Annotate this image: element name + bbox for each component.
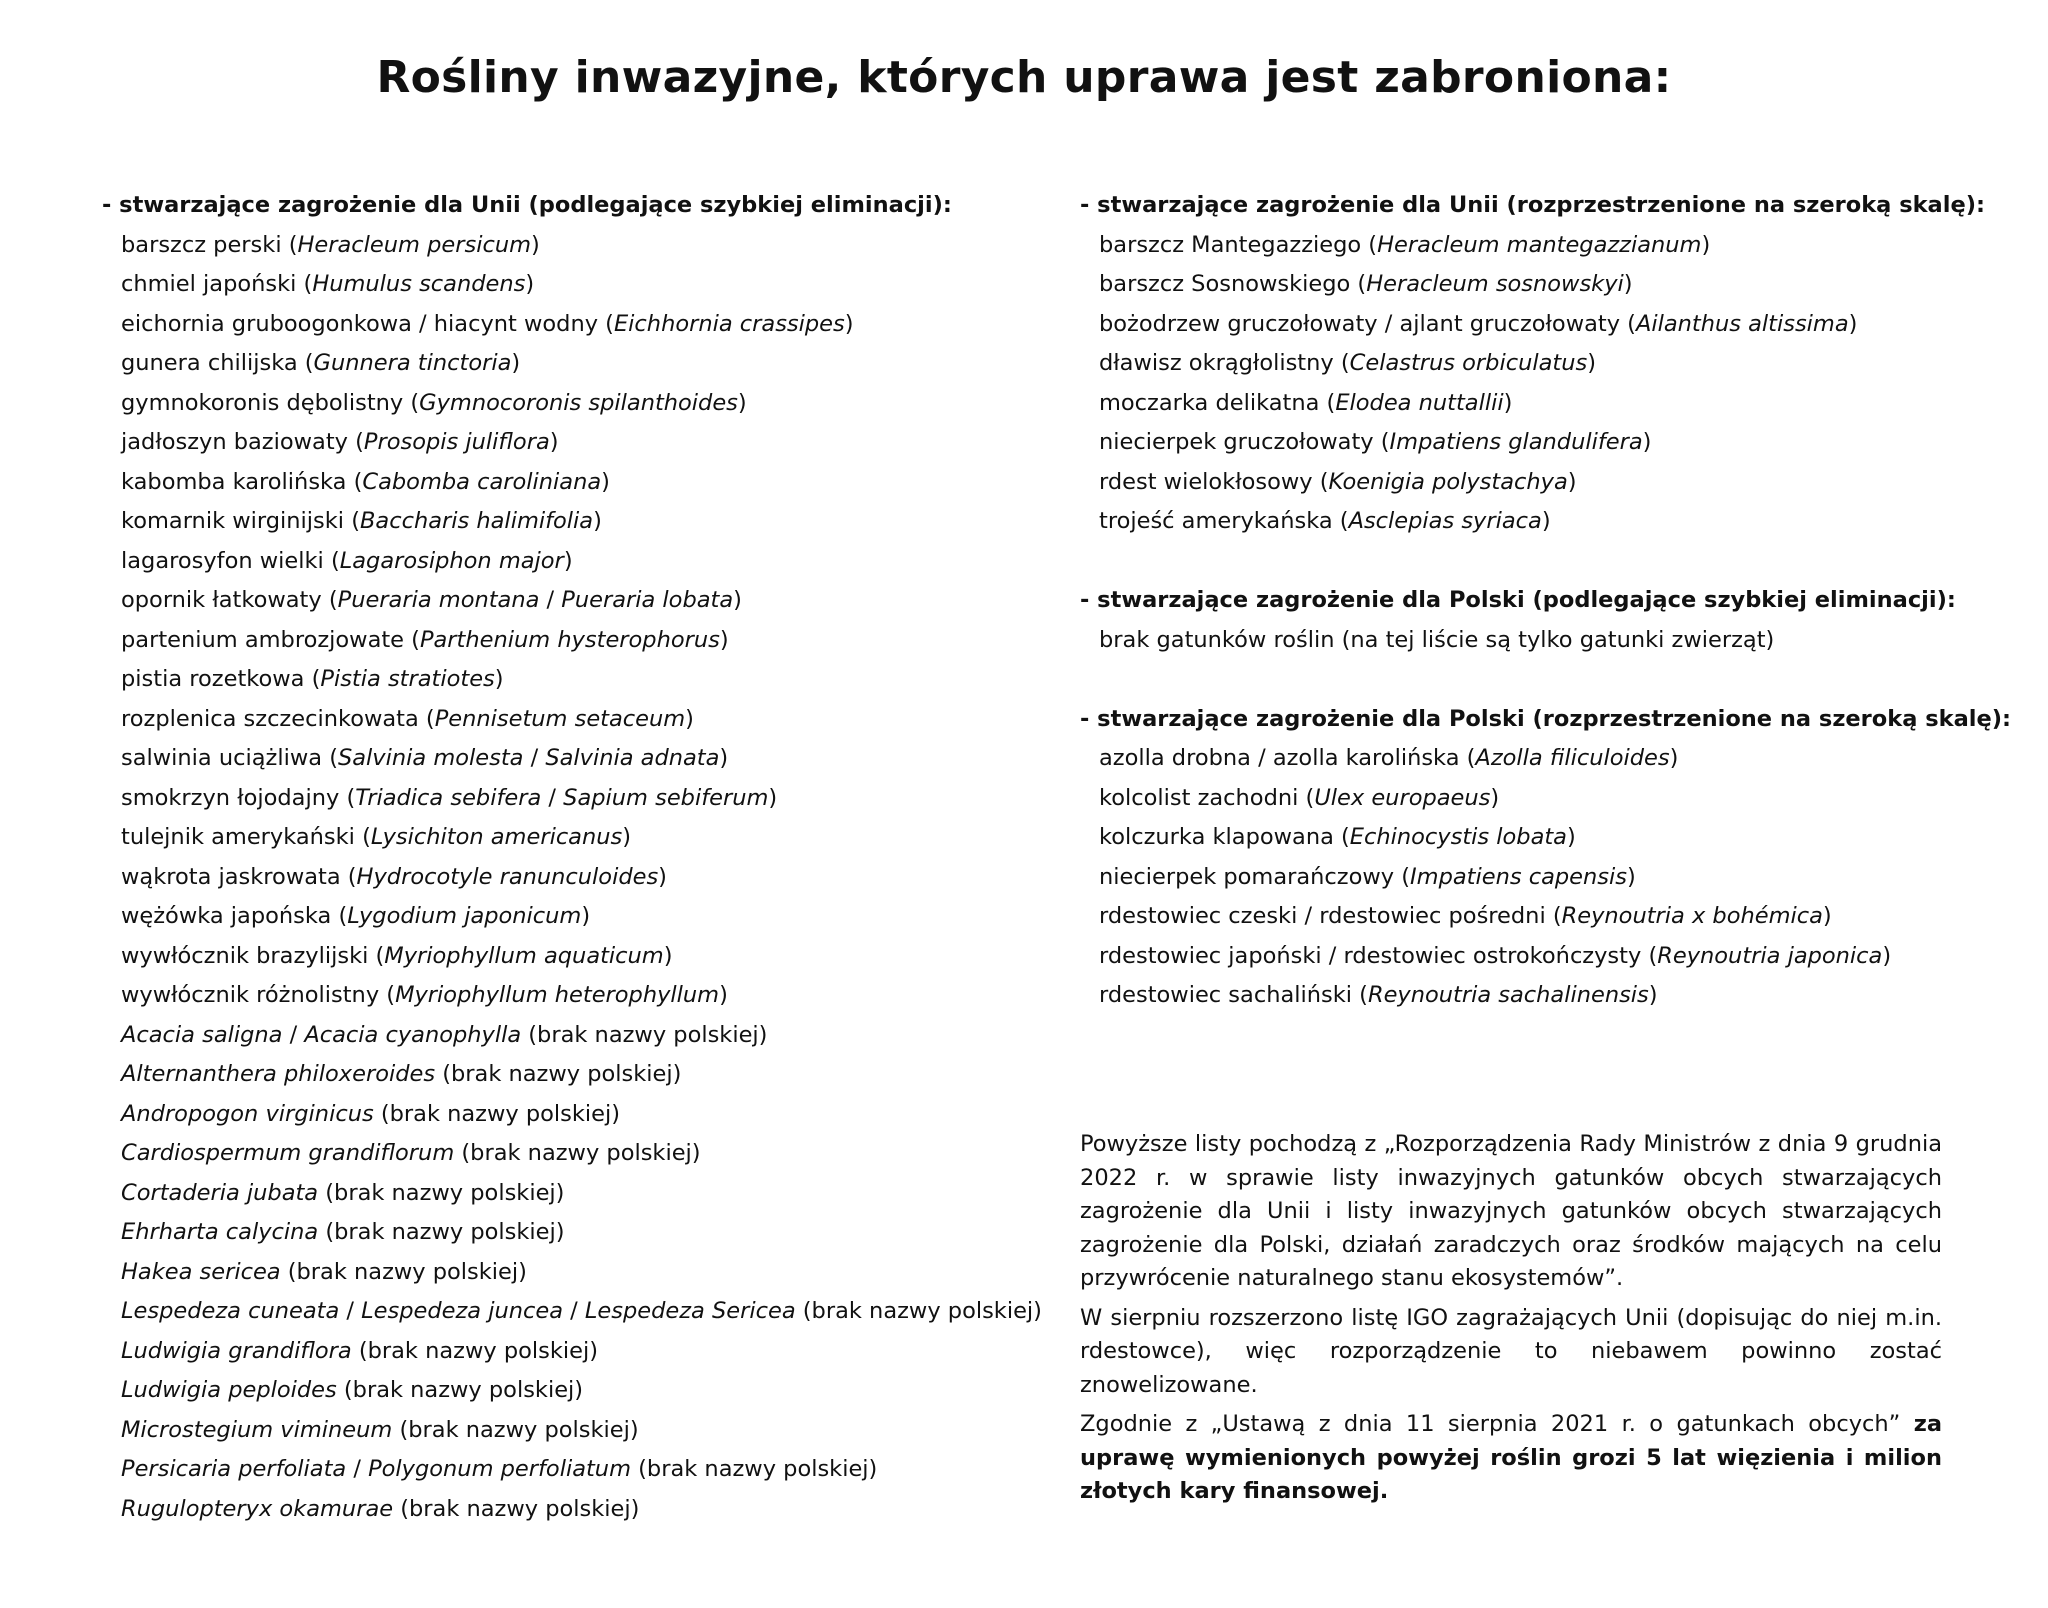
name-suffix: )	[1669, 745, 1679, 771]
name-suffix: )	[1503, 389, 1513, 416]
list-item	[102, 305, 1062, 345]
list-item	[102, 897, 1062, 937]
name-suffix: )	[685, 705, 694, 732]
name-separator: /	[339, 1298, 362, 1324]
name-suffix: )	[601, 468, 610, 495]
name-suffix: )	[1587, 350, 1596, 376]
list-item	[102, 423, 1062, 463]
name-suffix: )	[1882, 942, 1892, 969]
list-item	[102, 344, 1062, 384]
latin-name: Cardiospermum grandiflorum	[121, 1140, 455, 1166]
name-suffix: )	[563, 547, 573, 574]
name-suffix: (brak nazwy polskiej)	[318, 1179, 565, 1206]
name-suffix: )	[1566, 824, 1576, 850]
name-suffix: )	[719, 982, 728, 1008]
polish-name: lagarosyfon wielki (	[121, 547, 340, 574]
list-item	[102, 1055, 1062, 1095]
list-item	[1080, 818, 1940, 858]
name-suffix: )	[844, 310, 854, 337]
name-suffix: (brak nazwy polskiej)	[795, 1298, 1042, 1324]
list-item	[102, 818, 1062, 858]
polish-name: rdest wielokłosowy (	[1099, 468, 1329, 495]
list-item	[1080, 502, 1940, 542]
list-item	[102, 1371, 1062, 1411]
latin-name: Parthenium hysterophorus	[419, 626, 720, 653]
right-column	[1080, 186, 2012, 1016]
list-item	[102, 384, 1062, 424]
name-suffix: )	[622, 824, 631, 850]
latin-name: Echinocystis lobata	[1349, 824, 1567, 850]
name-suffix: (brak nazwy polskiej)	[435, 1061, 682, 1087]
latin-name: Cortaderia jubata	[121, 1179, 319, 1206]
polish-name: barszcz Mantegazziego (	[1099, 231, 1378, 258]
latin-name: Ehrharta calycina	[121, 1219, 319, 1245]
latin-name: Ailanthus altissima	[1635, 310, 1849, 337]
source-notes	[1080, 1128, 1942, 1515]
polish-name: rdestowiec sachaliński (	[1099, 982, 1368, 1008]
polish-name: niecierpek pomarańczowy (	[1099, 863, 1411, 890]
polish-name: azolla drobna / azolla karolińska (	[1099, 745, 1476, 771]
polish-name: moczarka delikatna (	[1099, 389, 1336, 416]
latin-name: Rugulopteryx okamurae	[121, 1495, 394, 1522]
section-pl-widespread	[1080, 700, 2012, 1016]
section-eu-widespread	[1080, 186, 1985, 542]
name-suffix: )	[1648, 982, 1658, 1008]
name-suffix: )	[593, 508, 602, 534]
name-suffix: )	[581, 903, 591, 929]
name-suffix: )	[511, 350, 521, 376]
polish-name: opornik łatkowaty (	[121, 587, 338, 613]
list-item	[102, 858, 1062, 898]
list-item	[1080, 226, 1940, 266]
notes-paragraph-update: W sierpniu rozszerzono listę IGO zagrażających Unii (dopisując do niej m.in. rdestowce), więc rozporządzenie to niebawem powinno zostać znowelizowane.	[1080, 1304, 1942, 1398]
polish-name: gunera chilijska (	[121, 350, 314, 376]
section-heading-pl-widespread: - stwarzające zagrożenie dla Polski (rozprzestrzenione na szeroką skalę):	[1080, 705, 2012, 732]
name-suffix: )	[1701, 231, 1711, 258]
polish-name: jadłoszyn baziowaty (	[121, 429, 364, 455]
name-separator: /	[541, 784, 564, 811]
name-suffix: )	[1626, 863, 1636, 890]
list-item	[1080, 976, 1940, 1016]
polish-name: wężówka japońska (	[121, 903, 348, 929]
name-suffix: )	[525, 271, 535, 297]
latin-name: Myriophyllum aquaticum	[384, 942, 664, 969]
list-item	[102, 1016, 1062, 1056]
latin-name: Andropogon virginicus	[121, 1100, 374, 1127]
eu-rapid-species-list	[102, 226, 1062, 1530]
polish-name: trojeść amerykańska (	[1099, 508, 1349, 534]
list-item	[102, 1292, 1062, 1332]
list-item	[1080, 858, 1940, 898]
latin-name: Polygonum perfoliatum	[368, 1456, 631, 1482]
section-heading-eu-rapid: - stwarzające zagrożenie dla Unii (podlegające szybkiej eliminacji):	[102, 192, 952, 218]
latin-name: Prosopis juliflora	[363, 429, 550, 455]
name-suffix: )	[1822, 903, 1832, 929]
list-item	[102, 621, 1062, 661]
polish-name: wywłócznik różnolistny (	[121, 982, 396, 1008]
list-item	[102, 779, 1062, 819]
latin-name: Gymnocoronis spilanthoides	[419, 389, 738, 416]
list-item	[102, 1253, 1062, 1293]
notes-paragraph-penalty	[1080, 1408, 1942, 1509]
list-item	[1080, 937, 1940, 977]
polish-name: kolcolist zachodni (	[1099, 784, 1315, 811]
list-item	[1080, 463, 1940, 503]
list-item	[102, 1411, 1062, 1451]
list-item	[1080, 344, 1940, 384]
name-suffix: (brak nazwy polskiej)	[351, 1337, 599, 1364]
latin-name: Alternanthera philoxeroides	[121, 1061, 436, 1087]
latin-name: Heracleum persicum	[297, 231, 531, 258]
latin-name: Lagarosiphon major	[339, 547, 564, 574]
list-item	[102, 1174, 1062, 1214]
name-suffix: )	[1848, 310, 1858, 337]
polish-name: wywłócznik brazylijski (	[121, 942, 385, 969]
list-item	[1080, 305, 1940, 345]
polish-name: partenium ambrozjowate (	[121, 626, 420, 653]
latin-name: Cabomba caroliniana	[362, 468, 602, 495]
name-suffix: (brak nazwy polskiej)	[336, 1377, 584, 1403]
list-item	[102, 739, 1062, 779]
list-item	[102, 463, 1062, 503]
latin-name: Lysichiton americanus	[370, 824, 623, 850]
latin-name: Reynoutria sachalinensis	[1367, 982, 1649, 1008]
pl-widespread-species-list	[1080, 739, 1940, 1016]
latin-name: Elodea nuttallii	[1335, 389, 1504, 416]
name-separator: /	[539, 587, 562, 613]
latin-name: Impatiens glandulifera	[1389, 429, 1643, 455]
latin-name: Koenigia polystachya	[1328, 468, 1568, 495]
name-suffix: )	[663, 942, 673, 969]
latin-name: Lespedeza cuneata	[121, 1298, 340, 1324]
latin-name: Acacia cyanophylla	[304, 1021, 522, 1048]
name-suffix: )	[1541, 508, 1551, 534]
name-suffix: )	[658, 863, 667, 890]
latin-name: Sapium sebiferum	[563, 784, 769, 811]
polish-name: bożodrzew gruczołowaty / ajlant gruczołowaty (	[1099, 310, 1636, 337]
polish-name: dławisz okrągłolistny (	[1099, 350, 1350, 376]
list-item	[1080, 265, 1940, 305]
list-item	[102, 976, 1062, 1016]
name-suffix: )	[737, 389, 747, 416]
latin-name: Hakea sericea	[121, 1258, 281, 1285]
polish-name: barszcz Sosnowskiego (	[1099, 271, 1367, 297]
list-item	[102, 700, 1062, 740]
latin-name: Heracleum mantegazzianum	[1377, 231, 1702, 258]
polish-name: niecierpek gruczołowaty (	[1099, 429, 1390, 455]
list-item	[102, 1213, 1062, 1253]
latin-name: Asclepias syriaca	[1348, 508, 1542, 534]
polish-name: smokrzyn łojodajny (	[121, 784, 356, 811]
list-item	[1080, 423, 1940, 463]
name-suffix: (brak nazwy polskiej)	[373, 1100, 621, 1127]
notes-paragraph-source: Powyższe listy pochodzą z „Rozporządzenia Rady Ministrów z dnia 9 grudnia 2022 r. w sprawie listy inwazyjnych gatunków obcych stwarzających zagrożenie dla Unii i listy inwazyjnych gatunków obcych stwarzających zagrożenie dla Polski, działań zaradczych oraz środków mających na celu przywrócenie naturalnego stanu ekosystemów”.	[1080, 1131, 1942, 1291]
polish-name: rdestowiec czeski / rdestowiec pośredni (	[1099, 903, 1562, 929]
latin-name: Humulus scandens	[312, 271, 526, 297]
latin-name: Reynoutria japonica	[1657, 942, 1883, 969]
list-item	[102, 660, 1062, 700]
name-suffix: (brak nazwy polskiej)	[392, 1416, 639, 1443]
latin-name: Salvinia adnata	[545, 745, 720, 771]
polish-name: tulejnik amerykański (	[121, 824, 371, 850]
penalty-intro: Zgodnie z „Ustawą z dnia 11 sierpnia 2021 r. o gatunkach obcych”	[1080, 1411, 1901, 1437]
section-heading-eu-widespread: - stwarzające zagrożenie dla Unii (rozprzestrzenione na szeroką skalę):	[1080, 192, 1985, 218]
name-suffix: )	[549, 429, 559, 455]
list-item	[102, 1134, 1062, 1174]
name-suffix: (brak nazwy polskiej)	[631, 1456, 878, 1482]
name-suffix: (brak nazwy polskiej)	[454, 1140, 701, 1166]
name-separator: /	[346, 1456, 369, 1482]
latin-name: Impatiens capensis	[1410, 863, 1627, 890]
page-title: Rośliny inwazyjne, których uprawa jest zabroniona:	[376, 52, 1672, 103]
polish-name: gymnokoronis dębolistny (	[121, 389, 420, 416]
latin-name: Lespedeza Sericea	[584, 1298, 796, 1324]
latin-name: Heracleum sosnowskyi	[1366, 271, 1624, 297]
name-suffix: )	[531, 231, 540, 258]
section-heading-pl-rapid: - stwarzające zagrożenie dla Polski (podlegające szybkiej eliminacji):	[1080, 587, 1956, 613]
eu-rapid-elimination-column	[102, 186, 1062, 1529]
list-item	[1080, 384, 1940, 424]
latin-name: Eichhornia crassipes	[613, 310, 845, 337]
polish-name: komarnik wirginijski (	[121, 508, 360, 534]
polish-name: rozplenica szczecinkowata (	[121, 705, 435, 732]
latin-name: Triadica sebifera	[355, 784, 542, 811]
name-suffix: )	[494, 666, 504, 692]
name-separator: /	[563, 1298, 585, 1324]
name-suffix: )	[1623, 271, 1633, 297]
polish-name: rdestowiec japoński / rdestowiec ostrokończysty (	[1099, 942, 1658, 969]
name-suffix: (brak nazwy polskiej)	[393, 1495, 640, 1522]
list-item	[1080, 897, 1940, 937]
latin-name: Reynoutria x bohémica	[1561, 903, 1823, 929]
polish-name: chmiel japoński (	[121, 271, 313, 297]
name-suffix: )	[768, 784, 778, 811]
name-suffix: )	[733, 587, 742, 613]
polish-name: pistia rozetkowa (	[121, 666, 321, 692]
list-item	[102, 1332, 1062, 1372]
name-suffix: (brak nazwy polskiej)	[280, 1258, 527, 1285]
name-suffix: )	[1567, 468, 1577, 495]
name-suffix: (brak nazwy polskiej)	[318, 1219, 565, 1245]
list-item	[102, 502, 1062, 542]
latin-name: Hydrocotyle ranunculoides	[356, 863, 659, 890]
latin-name: Pennisetum setaceum	[434, 705, 686, 732]
penalty-warning: za uprawę wymienionych powyżej roślin grozi 5 lat więzienia i milion złotych kary finansowej.	[1080, 1411, 1942, 1504]
latin-name: Persicaria perfoliata	[121, 1456, 347, 1482]
section-spacer	[1080, 660, 1940, 700]
polish-name: kolczurka klapowana (	[1099, 824, 1350, 850]
list-item	[1080, 779, 1940, 819]
latin-name: Celastrus orbiculatus	[1349, 350, 1588, 376]
list-item	[102, 1450, 1062, 1490]
latin-name: Myriophyllum heterophyllum	[395, 982, 720, 1008]
list-item	[102, 542, 1062, 582]
latin-name: Ludwigia peploides	[121, 1377, 337, 1403]
polish-name: barszcz perski (	[121, 231, 298, 258]
list-item	[102, 1095, 1062, 1135]
name-suffix: )	[719, 745, 729, 771]
name-separator: /	[282, 1021, 305, 1048]
name-suffix: (brak nazwy polskiej)	[521, 1021, 768, 1048]
name-suffix: )	[1490, 784, 1500, 811]
name-suffix: )	[1642, 429, 1652, 455]
list-item	[102, 937, 1062, 977]
polish-name: wąkrota jaskrowata (	[121, 863, 357, 890]
latin-name: Baccharis halimifolia	[360, 508, 594, 534]
latin-name: Lespedeza juncea	[361, 1298, 563, 1324]
polish-name: salwinia uciążliwa (	[121, 745, 338, 771]
list-item	[102, 581, 1062, 621]
section-spacer	[1080, 542, 1940, 582]
polish-name: kabomba karolińska (	[121, 468, 363, 495]
list-item	[102, 1490, 1062, 1530]
latin-name: Pueraria lobata	[561, 587, 734, 613]
latin-name: Salvinia molesta	[337, 745, 524, 771]
latin-name: Pueraria montana	[337, 587, 540, 613]
list-item	[102, 226, 1062, 266]
list-item	[102, 265, 1062, 305]
polish-name: eichornia gruboogonkowa / hiacynt wodny (	[121, 310, 614, 337]
name-separator: /	[523, 745, 546, 771]
latin-name: Ulex europaeus	[1314, 784, 1491, 811]
latin-name: Azolla filiculoides	[1475, 745, 1670, 771]
list-item	[1080, 739, 1940, 779]
section-pl-rapid	[1080, 581, 1956, 660]
list-item	[1080, 621, 1940, 661]
latin-name: Lygodium japonicum	[347, 903, 582, 929]
eu-widespread-species-list	[1080, 226, 1940, 542]
polish-name: brak gatunków roślin (na tej liście są tylko gatunki zwierząt)	[1099, 626, 1775, 653]
latin-name: Pistia stratiotes	[320, 666, 495, 692]
latin-name: Microstegium vimineum	[121, 1416, 393, 1443]
latin-name: Acacia saligna	[121, 1021, 283, 1048]
latin-name: Ludwigia grandiflora	[121, 1337, 352, 1364]
latin-name: Gunnera tinctoria	[313, 350, 512, 376]
name-suffix: )	[719, 626, 729, 653]
pl-rapid-species-list	[1080, 621, 1940, 661]
